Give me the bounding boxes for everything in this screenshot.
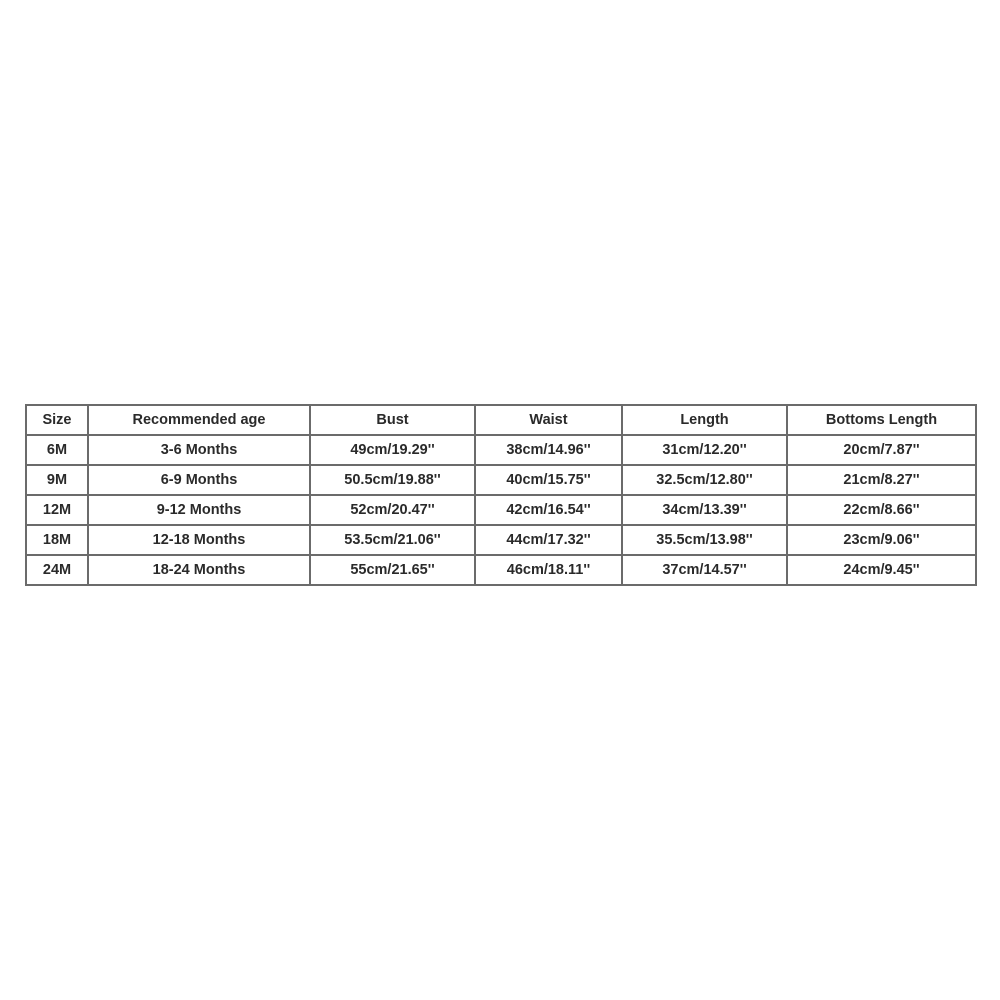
cell-length: 34cm/13.39'': [622, 495, 787, 525]
cell-bottoms-length: 23cm/9.06'': [787, 525, 976, 555]
cell-bottoms-length: 22cm/8.66'': [787, 495, 976, 525]
header-bottoms-length: Bottoms Length: [787, 405, 976, 435]
cell-bust: 49cm/19.29'': [310, 435, 475, 465]
header-recommended-age: Recommended age: [88, 405, 310, 435]
cell-length: 35.5cm/13.98'': [622, 525, 787, 555]
cell-bust: 53.5cm/21.06'': [310, 525, 475, 555]
cell-bust: 55cm/21.65'': [310, 555, 475, 585]
cell-recommended-age: 9-12 Months: [88, 495, 310, 525]
cell-bust: 50.5cm/19.88'': [310, 465, 475, 495]
cell-recommended-age: 6-9 Months: [88, 465, 310, 495]
size-chart-table: [25, 404, 977, 586]
cell-size: 24M: [26, 555, 88, 585]
cell-bust: 52cm/20.47'': [310, 495, 475, 525]
cell-waist: 44cm/17.32'': [475, 525, 622, 555]
cell-waist: 46cm/18.11'': [475, 555, 622, 585]
cell-bottoms-length: 21cm/8.27'': [787, 465, 976, 495]
header-bust: Bust: [310, 405, 475, 435]
cell-length: 32.5cm/12.80'': [622, 465, 787, 495]
table-row: [26, 525, 976, 555]
header-length: Length: [622, 405, 787, 435]
cell-length: 31cm/12.20'': [622, 435, 787, 465]
cell-size: 9M: [26, 465, 88, 495]
cell-length: 37cm/14.57'': [622, 555, 787, 585]
table-row: [26, 465, 976, 495]
cell-recommended-age: 3-6 Months: [88, 435, 310, 465]
header-waist: Waist: [475, 405, 622, 435]
cell-recommended-age: 18-24 Months: [88, 555, 310, 585]
cell-size: 6M: [26, 435, 88, 465]
cell-recommended-age: 12-18 Months: [88, 525, 310, 555]
table-row: [26, 435, 976, 465]
cell-waist: 38cm/14.96'': [475, 435, 622, 465]
table-row: [26, 495, 976, 525]
cell-bottoms-length: 20cm/7.87'': [787, 435, 976, 465]
table-row: [26, 555, 976, 585]
table-header-row: [26, 405, 976, 435]
header-size: Size: [26, 405, 88, 435]
cell-waist: 42cm/16.54'': [475, 495, 622, 525]
cell-size: 12M: [26, 495, 88, 525]
cell-bottoms-length: 24cm/9.45'': [787, 555, 976, 585]
cell-waist: 40cm/15.75'': [475, 465, 622, 495]
cell-size: 18M: [26, 525, 88, 555]
